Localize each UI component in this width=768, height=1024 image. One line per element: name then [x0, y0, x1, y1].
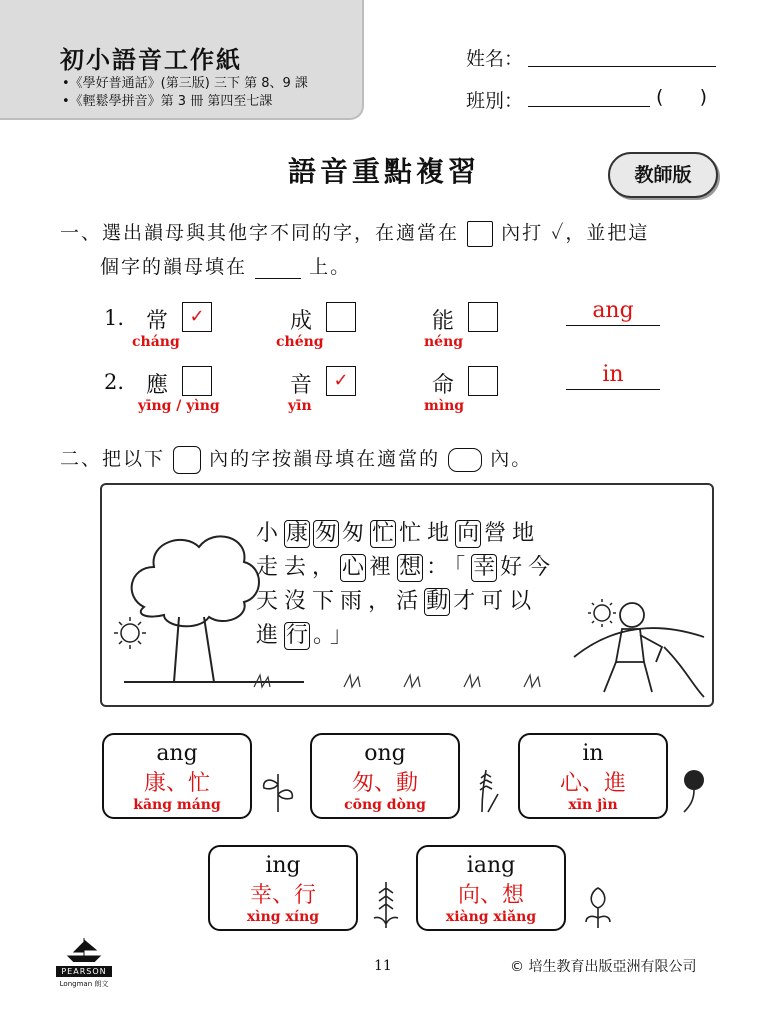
option-char: 成: [290, 309, 313, 334]
publisher-logo: PEARSON Longman 朗文: [56, 936, 112, 989]
answer-final[interactable]: in: [566, 362, 660, 390]
option-pinyin: yīn: [288, 398, 312, 414]
class-number-paren: ( ): [656, 86, 708, 108]
checkbox-checked[interactable]: ✓: [326, 366, 356, 396]
boxed-char: 匆: [315, 521, 338, 546]
answer-final[interactable]: ang: [566, 298, 660, 326]
option-char: 命: [432, 373, 455, 398]
ship-icon: [64, 936, 104, 962]
example-rounded-box: [448, 448, 482, 472]
textbook-note-2: •《輕鬆學拼音》第 3 冊 第四至七課: [62, 94, 273, 109]
sun-icon: [114, 617, 146, 649]
section2-instruction: 二、把以下 內的字按韻母填在適當的 內。: [60, 444, 532, 474]
option-char: 能: [432, 309, 455, 334]
final-card-iang: iang 向、想 xiàng xiǎng: [416, 845, 566, 931]
option-char: 音: [290, 373, 313, 398]
final-card-in: in 心、進 xīn jìn: [518, 733, 668, 819]
dandelion-icon: [676, 766, 716, 814]
boxed-char: 康: [286, 521, 309, 546]
checkbox[interactable]: [468, 302, 498, 332]
name-label: 姓名：: [466, 48, 524, 70]
boxed-char: 想: [399, 555, 422, 580]
copyright: © 培生教育出版亞洲有限公司: [510, 959, 697, 975]
checkbox[interactable]: [182, 366, 212, 396]
flower-bud-icon: [578, 878, 618, 930]
story-line-3: 天沒下雨，活動 才可以: [256, 589, 538, 614]
textbook-note-1: •《學好普通話》(第三版) 三下 第 8、9 課: [62, 76, 308, 91]
option-pinyin: cháng: [132, 334, 180, 350]
final-card-ong: ong 匆、動 cōng dòng: [310, 733, 460, 819]
final-card-ing: ing 幸、行 xìng xíng: [208, 845, 358, 931]
option-char: 常: [146, 309, 169, 334]
sun-icon: [588, 599, 616, 627]
boxed-char: 行: [286, 623, 309, 648]
checkbox[interactable]: [326, 302, 356, 332]
boxed-char: 心: [342, 555, 365, 580]
wheat-icon: [466, 764, 506, 814]
plant-icon: [258, 764, 298, 814]
name-line[interactable]: [528, 66, 716, 67]
option-char: 應: [146, 373, 169, 398]
boxed-char: 幸: [473, 555, 496, 580]
page-title: 語音重點複習: [287, 155, 480, 188]
option-pinyin: mìng: [424, 398, 465, 414]
option-pinyin: néng: [424, 334, 464, 350]
story-line-2: 走去，心 裡想 ：「幸 好今: [256, 555, 557, 580]
class-label: 班別：: [466, 90, 524, 112]
story-line-1: 小康 匆 匆忙 忙地向 營地: [256, 521, 541, 546]
example-square: [467, 221, 493, 247]
option-pinyin: yīng / yìng: [138, 398, 220, 414]
class-line[interactable]: [528, 106, 650, 107]
worksheet-title: 初小語音工作紙: [60, 45, 242, 74]
boxed-char: 動: [426, 589, 449, 614]
hiking-boy-icon: [574, 603, 704, 697]
checkbox-checked[interactable]: ✓: [182, 302, 212, 332]
boxed-char: 向: [457, 521, 480, 546]
section1-instruction-line1: 一、選出韻母與其他字不同的字，在適當在 內打 ✓，並把這: [60, 218, 649, 247]
teacher-edition-badge: 教師版: [608, 152, 718, 198]
wheat-icon: [366, 878, 406, 930]
checkbox[interactable]: [468, 366, 498, 396]
final-card-ang: ang 康、忙 kāng máng: [102, 733, 252, 819]
section1-instruction-line2: 個字的韻母填在 上。: [100, 256, 352, 278]
option-pinyin: chéng: [276, 334, 324, 350]
question-number: 2.: [104, 370, 125, 394]
question-number: 1.: [104, 306, 125, 330]
story-line-4: 進行 。」: [256, 623, 359, 648]
boxed-char: 忙: [372, 521, 395, 546]
page-number: 11: [374, 958, 392, 974]
example-blank: [255, 261, 301, 279]
example-square: [173, 446, 201, 474]
